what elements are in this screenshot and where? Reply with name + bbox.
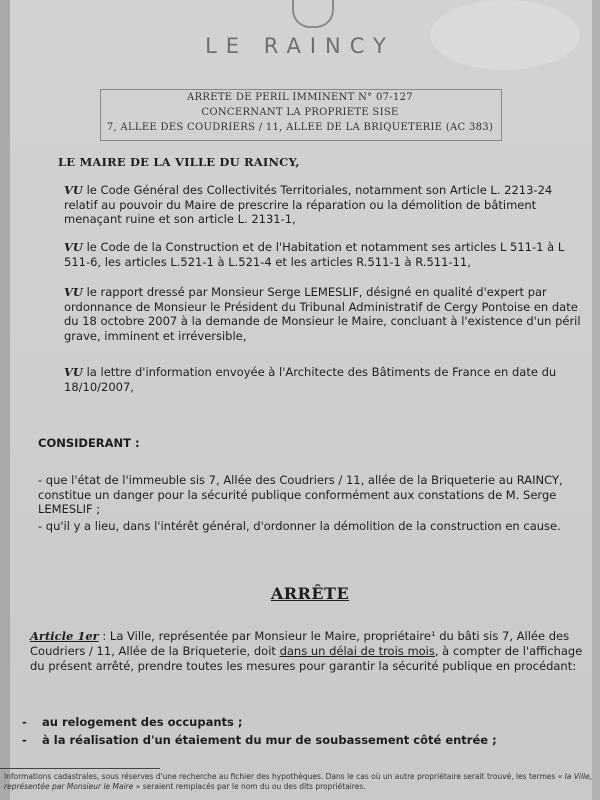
vu-paragraph	[64, 240, 588, 269]
property-address: 7, ALLEE DES COUDRIERS / 11, ALLEE DE LA BRIQUETERIE (AC 383)	[106, 122, 494, 133]
footnote-italic: la Ville, représentée par Monsieur le Maire	[4, 772, 593, 791]
article-1	[30, 629, 596, 674]
vu-label: VU	[64, 183, 83, 197]
measure-text: à la réalisation d'un étaiement du mur de soubassement côté entrée ;	[42, 733, 497, 747]
footnote-text: Informations cadastrales, sous réserves d'une recherche au fichier des hypothèques. Dans le cas où un autre propriétaire serait trouvé, les termes «	[4, 772, 565, 781]
measure-item	[22, 715, 600, 729]
measure-dash: -	[22, 733, 27, 747]
article-deadline: dans un délai de trois mois	[279, 644, 435, 658]
vu-label: VU	[64, 240, 83, 254]
footnote	[4, 772, 600, 792]
window-frame-right	[592, 0, 600, 800]
vu-paragraph	[64, 183, 588, 227]
considerant-item: - qu'il y a lieu, dans l'intérêt général, d'ordonner la démolition de la construction en cause.	[38, 519, 561, 533]
vu-label: VU	[64, 285, 83, 299]
measure-text: au relogement des occupants ;	[42, 715, 243, 729]
footnote-rule	[0, 768, 160, 769]
footnote-text: » seraient remplacés par le nom du ou des dits propriétaires.	[133, 782, 366, 791]
vu-paragraph	[64, 285, 588, 343]
article-text: , à compter de l'affichage du présent arrêté, prendre toutes les mesures pour garantir la sécurité publique en procédant:	[30, 644, 583, 673]
decree-subject: CONCERNANT LA PROPRIETE SISE	[201, 107, 399, 118]
article-text: : La Ville, représentée par Monsieur le Maire, propriétaire¹ du bâti sis 7, Allée des Coudriers / 11, Allée de la Briqueterie, doit	[30, 629, 570, 658]
vu-text: le Code Général des Collectivités Territoriales, notamment son Article L. 2213-24 relatif au pouvoir du Maire de prescrire la réparation ou la démolition de bâtiment menaçant ruine et son article L. 2131-1,	[64, 183, 553, 226]
mayor-heading: LE MAIRE DE LA VILLE DU RAINCY,	[58, 155, 300, 169]
city-logo-icon	[292, 0, 334, 28]
measure-dash: -	[22, 715, 27, 729]
vu-text: le Code de la Construction et de l'Habitation et notamment ses articles L 511-1 à L 511-6, les articles L.521-1 à L.521-4 et les articles R.511-1 à R.511-11,	[64, 240, 565, 269]
vu-paragraph	[64, 365, 588, 394]
vu-text: la lettre d'information envoyée à l'Architecte des Bâtiments de France en date du 18/10/2007,	[64, 365, 557, 394]
article-label: Article 1er	[30, 629, 99, 643]
city-logo-text: LE RAINCY	[205, 34, 395, 58]
considerant-item: - que l'état de l'immeuble sis 7, Allée des Coudriers / 11, allée de la Briqueterie au RAINCY, constitue un danger pour la sécurité publique conformément aux constations de M. Serge LEMESLIF ;	[38, 473, 563, 516]
measure-item	[22, 733, 600, 747]
arrete-heading: ARRÊTE	[270, 584, 350, 603]
vu-label: VU	[64, 365, 83, 379]
considerant-heading: CONSIDERANT :	[38, 436, 140, 450]
window-frame-left	[0, 0, 10, 800]
vu-text: le rapport dressé par Monsieur Serge LEMESLIF, désigné en qualité d'expert par ordonnance de Monsieur le Président du Tribunal Administratif de Cergy Pontoise en date du 18 octobre 2007 à la demande de Monsieur le Maire, concluant à l'existence d'un péril grave, imminent et irréversible,	[64, 285, 581, 343]
decree-number: ARRETE DE PERIL IMMINENT N° 07-127	[187, 92, 413, 103]
